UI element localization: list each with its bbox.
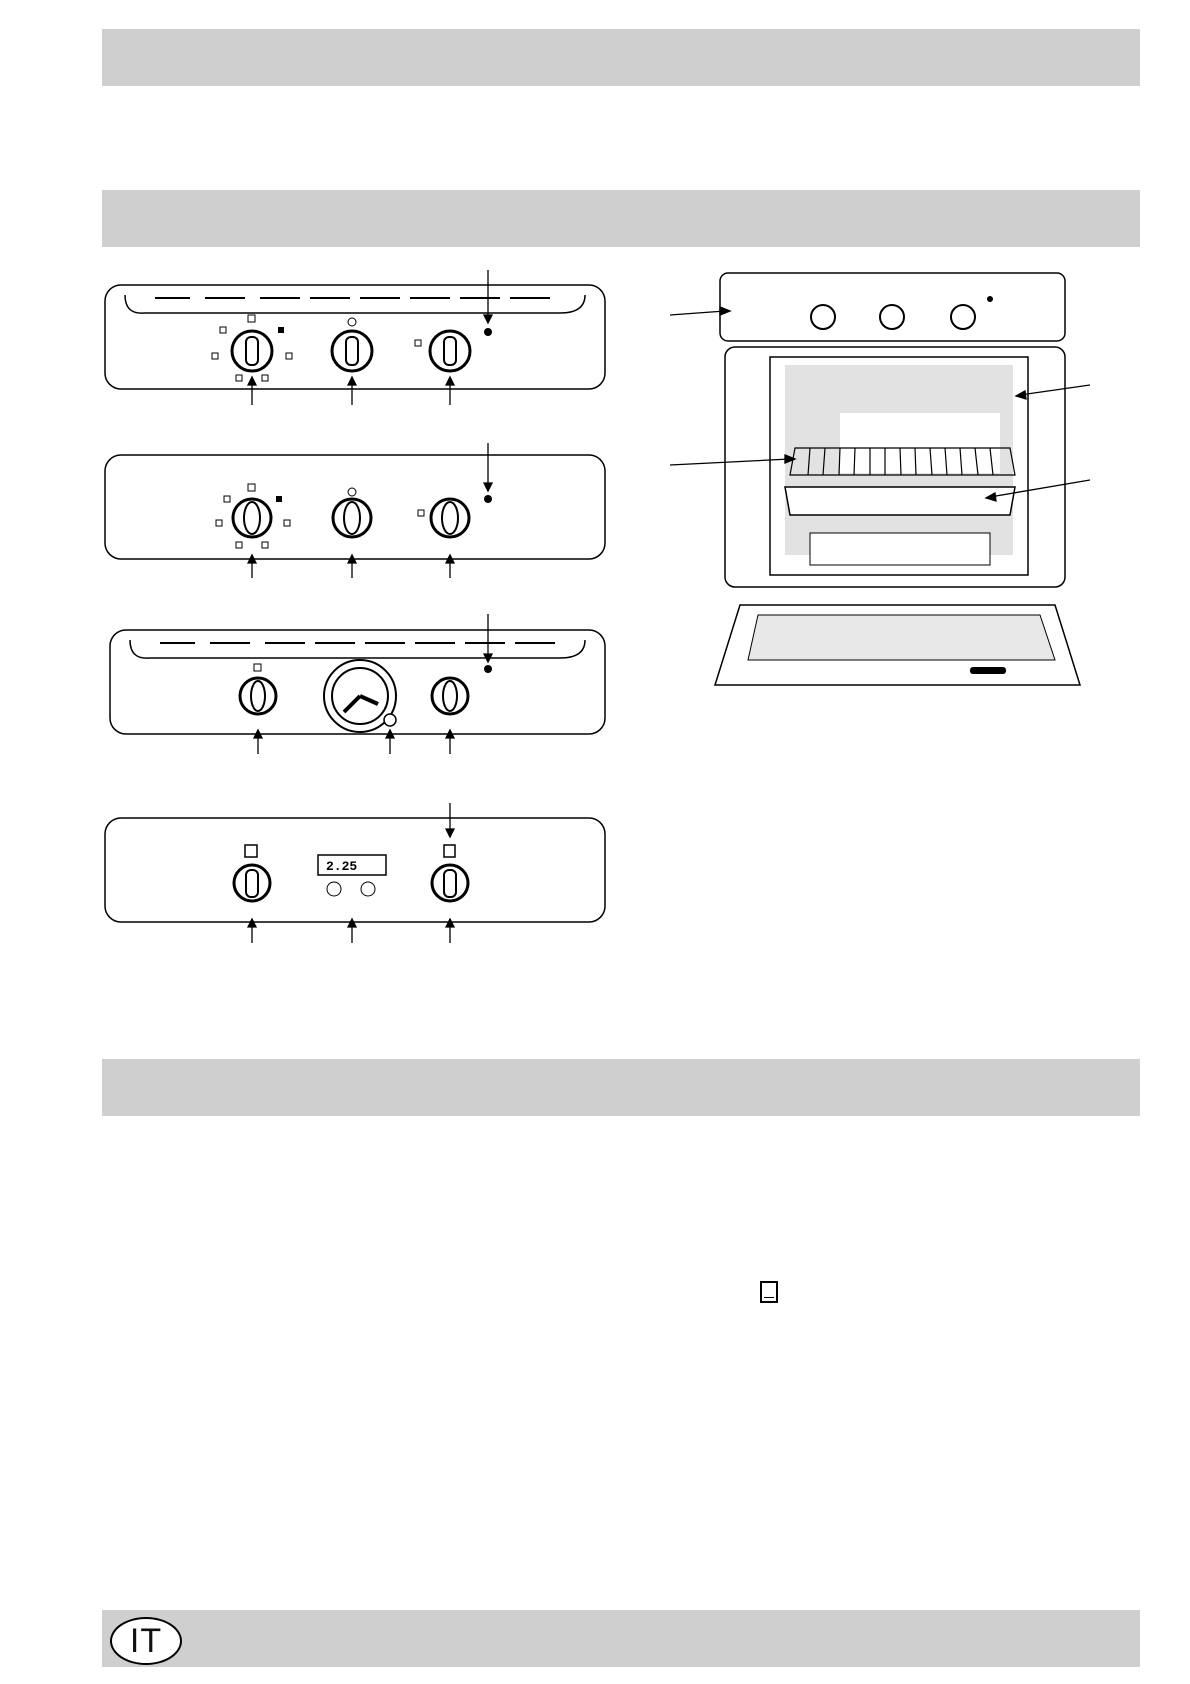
oven-bottom-heat-icon xyxy=(760,1281,778,1303)
section-header-band xyxy=(102,1059,1140,1116)
control-panel-1 xyxy=(100,265,610,415)
pilot-light-icon xyxy=(484,495,492,503)
section-header-band xyxy=(102,190,1140,247)
door-handle xyxy=(970,667,1006,674)
section-header-band xyxy=(102,29,1140,86)
oven-control-panel xyxy=(720,273,1065,341)
control-panel-3 xyxy=(100,614,610,764)
pilot-light-icon xyxy=(484,665,492,673)
control-panel-4 xyxy=(100,803,610,953)
control-panel-2 xyxy=(100,438,610,588)
pilot-light-icon xyxy=(484,328,492,336)
oven-illustration xyxy=(670,265,1090,705)
programmer-display: 2.25 xyxy=(326,859,358,874)
footer-band xyxy=(102,1610,1140,1667)
oven-door xyxy=(715,605,1080,685)
thermostat-knob[interactable] xyxy=(432,678,468,714)
language-badge: IT xyxy=(110,1617,182,1665)
analog-clock-icon[interactable] xyxy=(324,660,396,732)
